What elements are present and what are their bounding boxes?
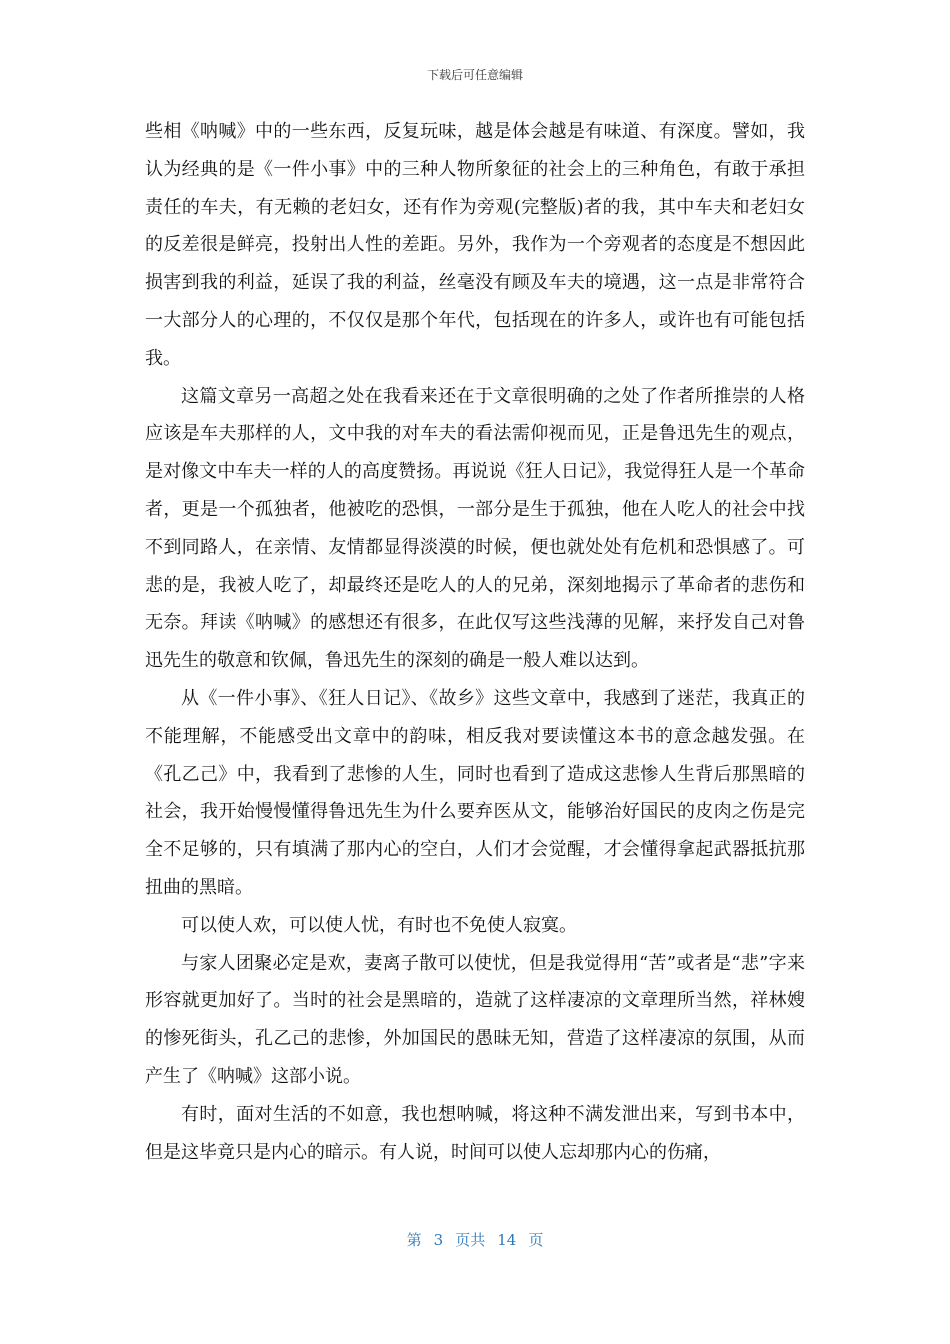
paragraph-2: 这篇文章另一高超之处在我看来还在于文章很明确的之处了作者所推崇的人格应该是车夫那样的人，文中我的对车夫的看法需仰视而见，正是鲁迅先生的观点，是对像文中车夫一样的人的高度赞扬。再说说《狂人日记》，我觉得狂人是一个革命者，更是一个孤独者，他被吃的恐惧，一部分是生于孤独，他在人吃人的社会中找不到同路人，在亲情、友情都显得淡漠的时候，便也就处处有危机和恐惧感了。可悲的是，我被人吃了，却最终还是吃人的人的兄弟，深刻地揭示了革命者的悲伤和无奈。拜读《呐喊》的感想还有很多，在此仅写这些浅薄的见解，来抒发自己对鲁迅先生的敬意和钦佩，鲁迅先生的深刻的确是一般人难以达到。 [145, 385, 805, 672]
paragraph-1: 些相《呐喊》中的一些东西，反复玩味，越是体会越是有味道、有深度。譬如，我认为经典的是《一件小事》中的三种人物所象征的社会上的三种角色，有敢于承担责任的车夫，有无赖的老妇女，还有作为旁观(完整版)者的我，其中车夫和老妇女的反差很是鲜亮，投射出人性的差距。另外，我作为一个旁观者的态度是不想因此损害到我的利益，延误了我的利益，丝毫没有顾及车夫的境遇，这一点是非常符合一大部分人的心理的，不仅仅是那个年代，包括现在的许多人，或许也有可能包括我。 [145, 121, 805, 369]
total-pages-number: 14 [497, 1231, 517, 1249]
paragraph-3: 从《一件小事》、《狂人日记》、《故乡》这些文章中，我感到了迷茫，我真正的不能理解，不能感受出文章中的韵味，相反我对要读懂这本书的意念越发强。在《孔乙己》中，我看到了悲惨的人生，同时也看到了造成这悲惨人生背后那黑暗的社会，我开始慢慢懂得鲁迅先生为什么要弃医从文，能够治好国民的皮肉之伤是完全不足够的，只有填满了那内心的空白，人们才会觉醒，才会懂得拿起武器抵抗那扭曲的黑暗。 [145, 687, 805, 898]
page-label-suffix: 页 [528, 1231, 544, 1249]
page-footer [0, 1229, 950, 1250]
paragraph-6: 有时，面对生活的不如意，我也想呐喊，将这种不满发泄出来，写到书本中，但是这毕竟只是内心的暗示。有人说，时间可以使人忘却那内心的伤痛， [145, 1103, 805, 1163]
document-body [145, 113, 805, 1171]
page-label-mid: 页共 [455, 1231, 486, 1249]
page-label-prefix: 第 [406, 1231, 422, 1249]
paragraph-5: 与家人团聚必定是欢，妻离子散可以使忧，但是我觉得用“苦”或者是“悲”字来形容就更加好了。当时的社会是黑暗的，造就了这样凄凉的文章理所当然，祥林嫂的惨死街头，孔乙己的悲惨，外加国民的愚昧无知，营造了这样凄凉的氛围，从而产生了《呐喊》这部小说。 [145, 952, 805, 1087]
paragraph-4: 可以使人欢，可以使人忧，有时也不免使人寂寞。 [181, 914, 577, 936]
page-header: 下载后可任意编辑 [426, 68, 523, 82]
current-page-number: 3 [433, 1231, 444, 1249]
